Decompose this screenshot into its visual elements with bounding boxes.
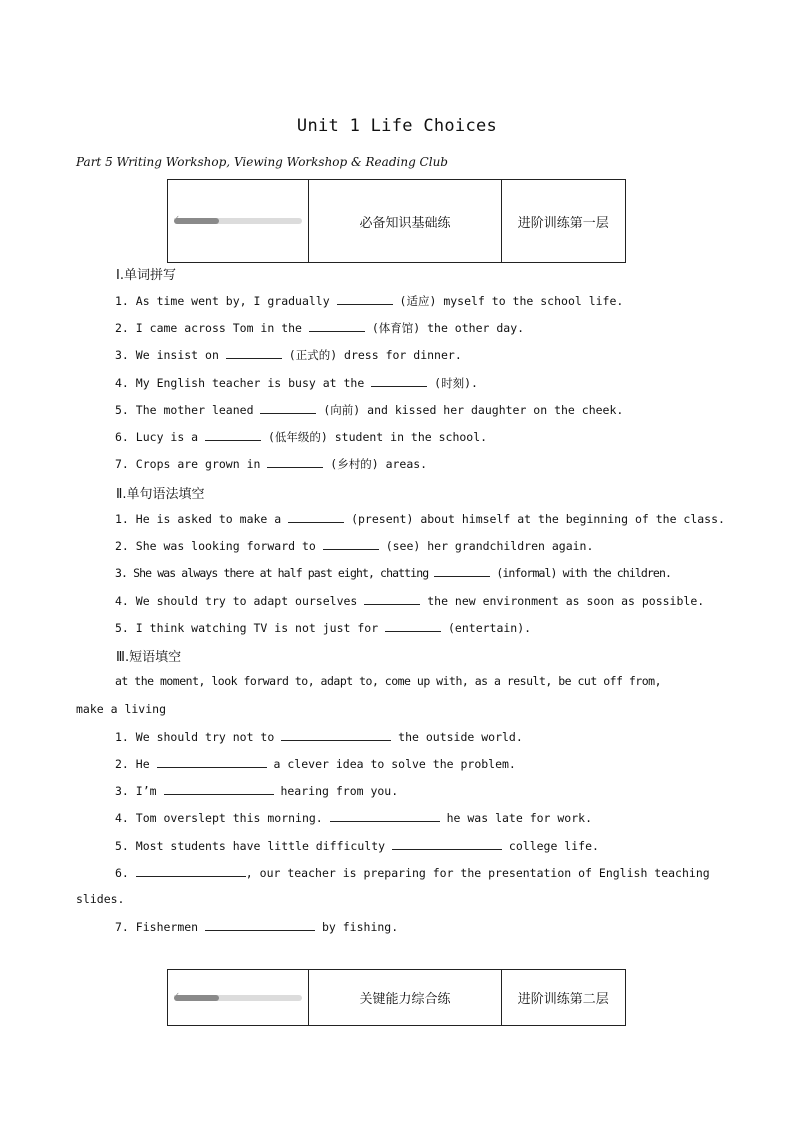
exercise-item: 4. We should try to adapt ourselves the new environment as soon as possible. — [115, 594, 705, 608]
phrase-bank: at the moment, look forward to, adapt to, come up with, as a result, be cut off from, — [115, 674, 662, 688]
exercise-item: 6. Lucy is a (低年级的) student in the school. — [115, 430, 488, 444]
exercise-item: 6. , our teacher is preparing for the presentation of English teaching — [115, 866, 710, 880]
exercise-item: 2. He a clever idea to solve the problem. — [115, 757, 516, 771]
exercise-item: 4. My English teacher is busy at the (时刻). — [115, 376, 478, 390]
answer-blank[interactable] — [288, 511, 344, 523]
banner-right-label: 进阶训练第一层 — [517, 215, 609, 231]
section-heading: Ⅱ.单句语法填空 — [116, 487, 205, 502]
answer-blank[interactable] — [205, 429, 261, 441]
banner-middle-label: 必备知识基础练 — [309, 180, 501, 262]
answer-blank[interactable] — [267, 456, 323, 468]
exercise-item: 3. She was always there at half past eight, chatting (informal) with the children. — [115, 566, 671, 580]
answer-blank[interactable] — [337, 293, 393, 305]
exercise-item: 1. As time went by, I gradually (适应) myself to the school life. — [115, 294, 624, 308]
exercise-item: 7. Crops are grown in (乡村的) areas. — [115, 457, 428, 471]
banner-middle-label: 关键能力综合练 — [309, 970, 501, 1025]
answer-blank[interactable] — [364, 593, 420, 605]
exercise-item: 1. He is asked to make a (present) about himself at the beginning of the class. — [115, 512, 725, 526]
answer-blank[interactable] — [323, 538, 379, 550]
progress-fill — [174, 218, 219, 224]
exercise-item: 7. Fishermen by fishing. — [115, 920, 399, 934]
exercise-item: 3. We insist on (正式的) dress for dinner. — [115, 348, 462, 362]
exercise-item: 1. We should try not to the outside world. — [115, 730, 523, 744]
progress-fill — [174, 995, 219, 1001]
answer-blank[interactable] — [136, 865, 246, 877]
answer-blank[interactable] — [434, 565, 490, 577]
exercise-item-continued: slides. — [76, 892, 125, 906]
section-heading: Ⅰ.单词拼写 — [116, 268, 176, 283]
answer-blank[interactable] — [260, 402, 316, 414]
banner-progress-cell — [168, 970, 309, 1025]
section-heading: Ⅲ.短语填空 — [116, 650, 182, 665]
exercise-item: 2. She was looking forward to (see) her grandchildren again. — [115, 539, 594, 553]
answer-blank[interactable] — [330, 810, 440, 822]
banner-progress-cell — [168, 180, 309, 262]
answer-blank[interactable] — [309, 320, 365, 332]
exercise-item: 3. I’m hearing from you. — [115, 784, 399, 798]
exercise-item: 5. Most students have little difficulty college life. — [115, 839, 599, 853]
exercise-item: 5. I think watching TV is not just for (entertain). — [115, 621, 532, 635]
answer-blank[interactable] — [226, 347, 282, 359]
answer-blank[interactable] — [385, 620, 441, 632]
page-title: Unit 1 Life Choices — [296, 116, 498, 136]
check-icon: ✓ — [173, 990, 180, 1000]
answer-blank[interactable] — [392, 838, 502, 850]
exercise-item: 2. I came across Tom in the (体育馆) the other day. — [115, 321, 525, 335]
banner-right-label: 进阶训练第二层 — [517, 992, 609, 1007]
answer-blank[interactable] — [281, 729, 391, 741]
part-subtitle: Part 5 Writing Workshop, Viewing Workshop & Reading Club — [76, 155, 448, 169]
check-icon: ✓ — [173, 214, 180, 223]
exercise-item: 4. Tom overslept this morning. he was late for work. — [115, 811, 593, 825]
answer-blank[interactable] — [164, 783, 274, 795]
progress-bar — [173, 214, 302, 224]
exercise-item: 5. The mother leaned (向前) and kissed her daughter on the cheek. — [115, 403, 624, 417]
section-banner-1 — [167, 179, 626, 263]
answer-blank[interactable] — [205, 919, 315, 931]
progress-bar — [173, 990, 302, 1001]
answer-blank[interactable] — [371, 375, 427, 387]
phrase-bank-continued: make a living — [76, 702, 167, 716]
section-banner-2 — [167, 969, 626, 1026]
answer-blank[interactable] — [157, 756, 267, 768]
